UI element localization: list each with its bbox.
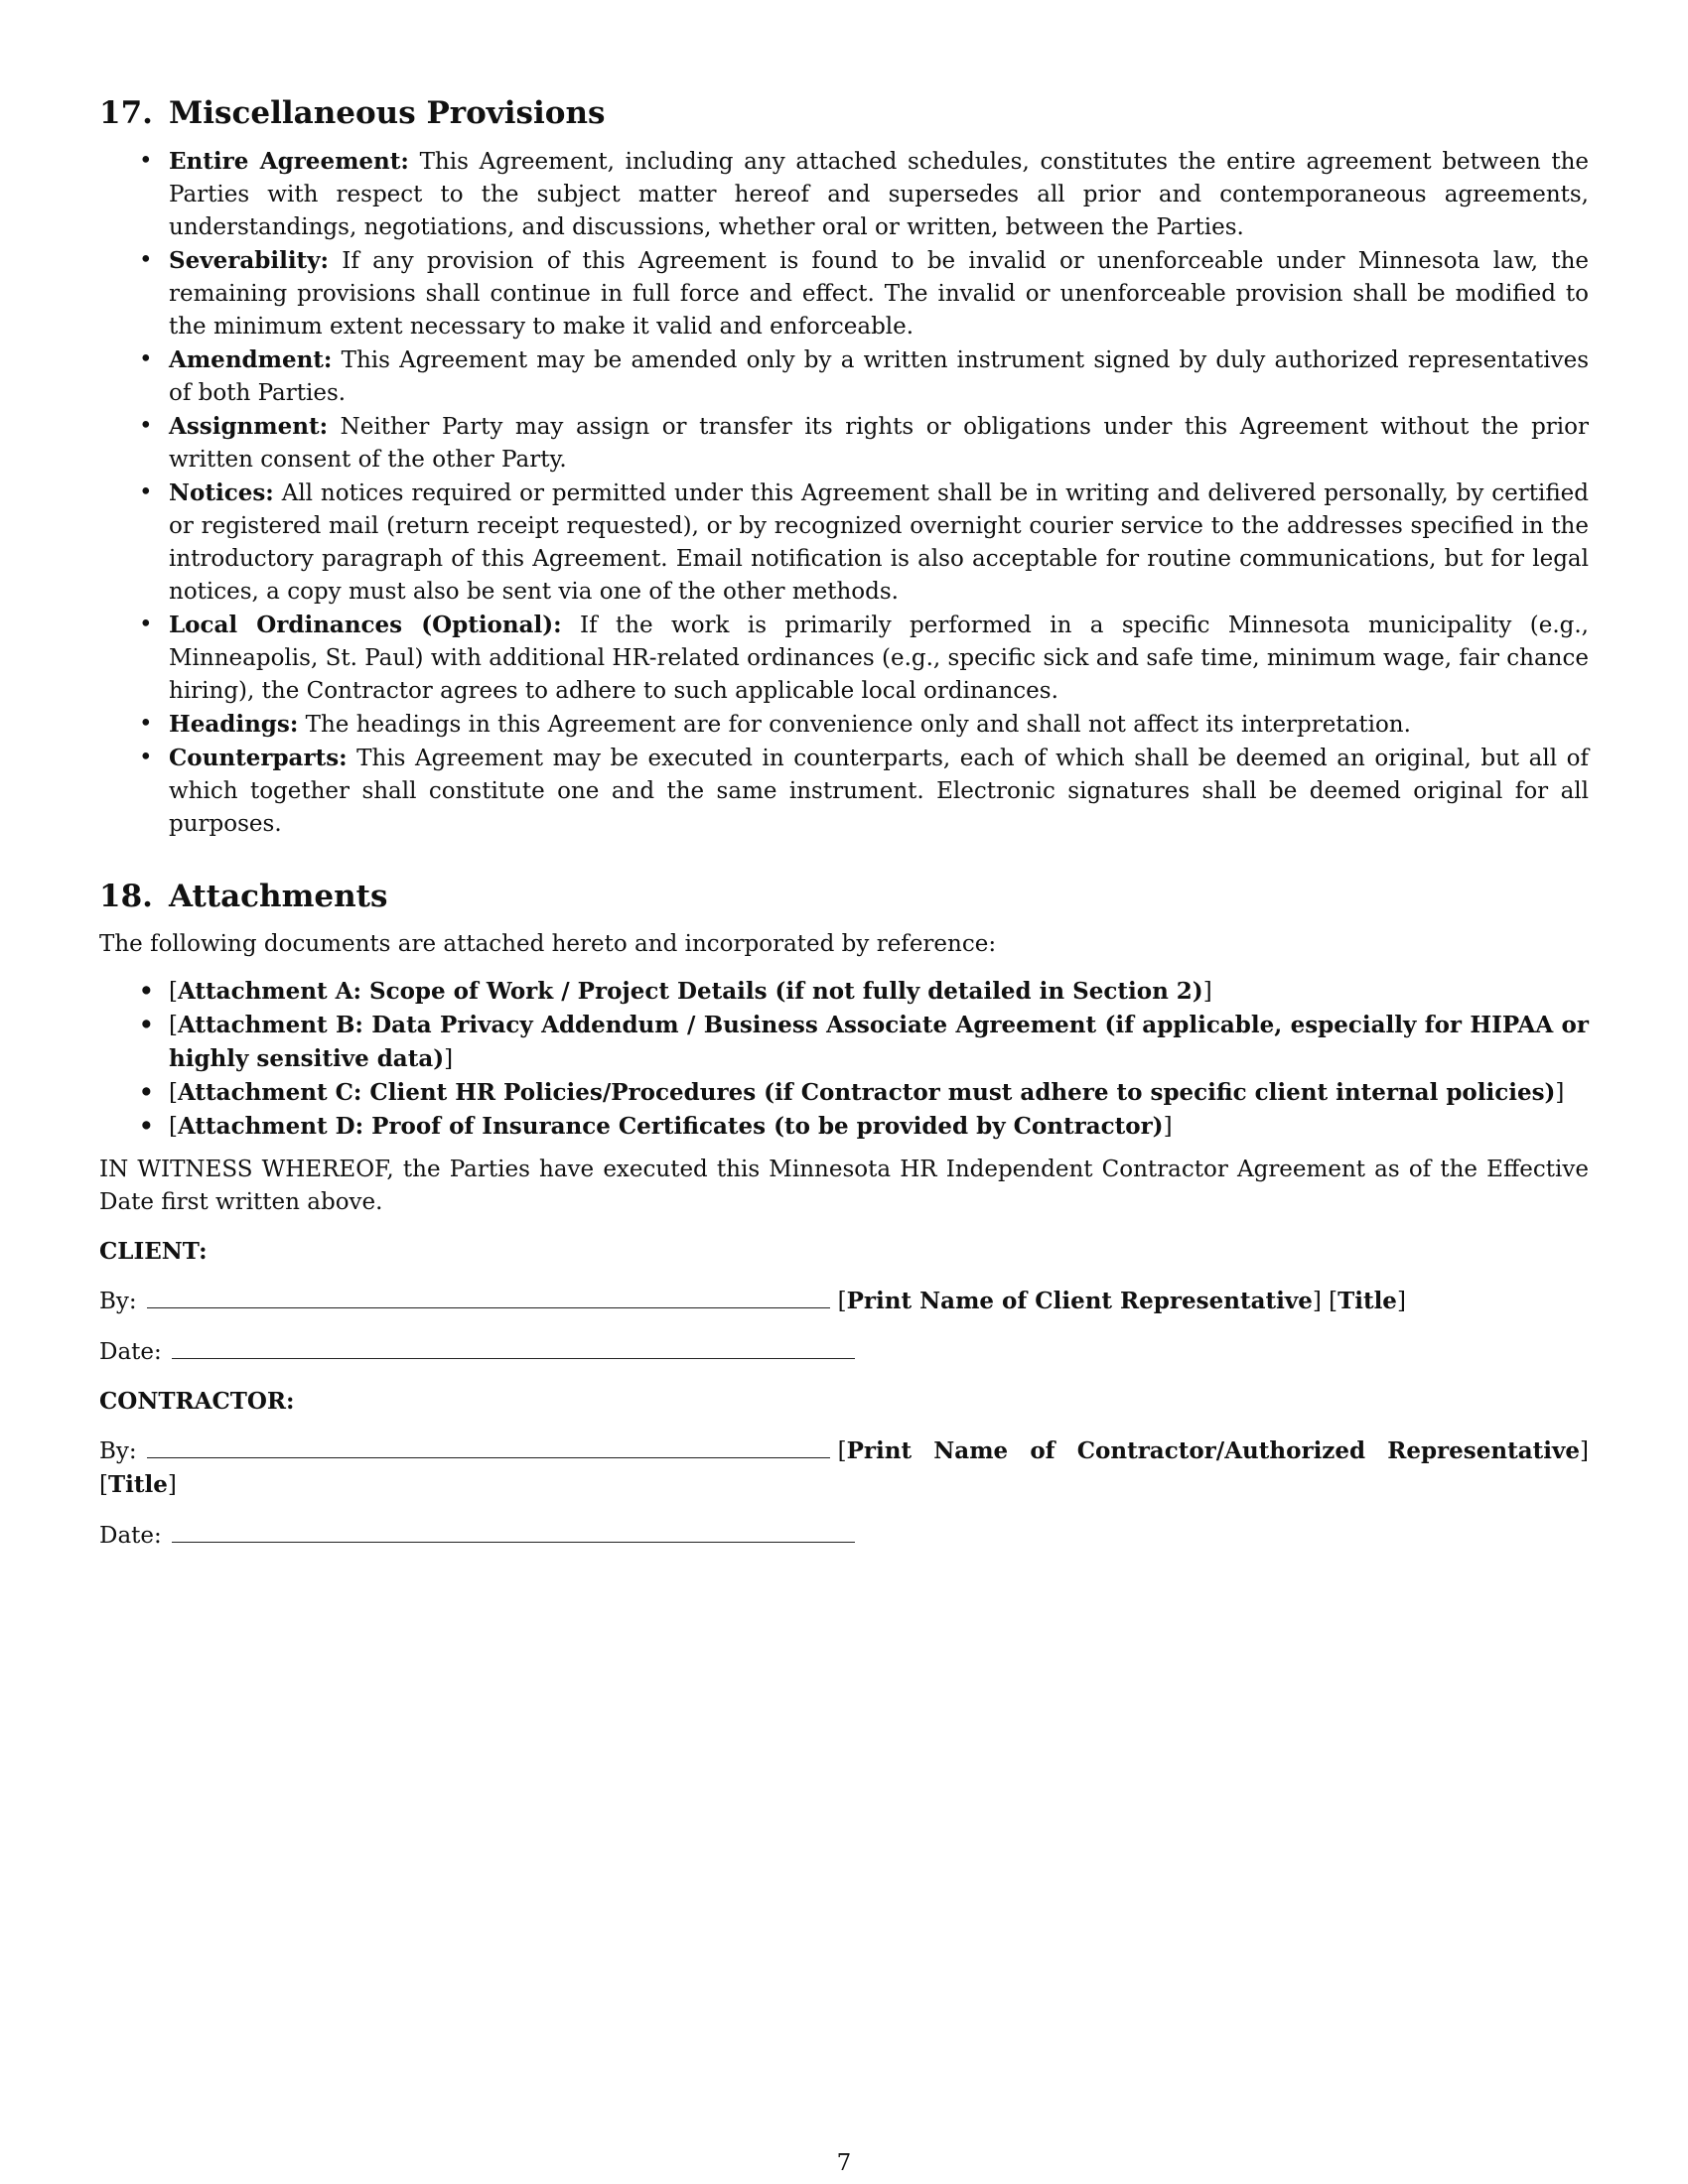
list-item: • [Attachment B: Data Privacy Addendum / Business Associate Agreement (if applicable, especially for HIPAA or highly sensitive data)] bbox=[99, 1009, 1589, 1076]
list-item bbox=[99, 708, 1589, 742]
attachments-intro: The following documents are attached hereto and incorporated by reference: bbox=[99, 931, 997, 957]
list-item: • [Attachment D: Proof of Insurance Certificates (to be provided by Contractor)] bbox=[99, 1110, 1589, 1144]
client-signature-row bbox=[99, 1284, 1589, 1318]
client-print-name: [Print Name of Client Representative] [Title] bbox=[837, 1288, 1406, 1314]
bullet-icon: • bbox=[139, 978, 154, 1005]
list-item: • [Attachment C: Client HR Policies/Procedures (if Contractor must adhere to specific client internal policies)] bbox=[99, 1076, 1589, 1110]
list-item bbox=[99, 410, 1589, 477]
section-number: 18. bbox=[99, 879, 153, 914]
provision-term: Local Ordinances (Optional): bbox=[169, 612, 562, 638]
misc-provisions-list bbox=[99, 145, 1589, 841]
provision-text: This Agreement may be amended only by a written instrument signed by duly authorized representatives of both Parties. bbox=[169, 347, 1589, 406]
bullet-icon: • bbox=[139, 1012, 154, 1038]
client-date-row bbox=[99, 1334, 1589, 1369]
bullet-icon: • bbox=[139, 148, 153, 174]
list-item bbox=[99, 244, 1589, 343]
contractor-signature-row bbox=[99, 1433, 1589, 1502]
bullet-icon: • bbox=[139, 1079, 154, 1106]
list-item bbox=[99, 477, 1589, 609]
attachment-label: Attachment A: Scope of Work / Project Details (if not fully detailed in Section 2) bbox=[177, 978, 1203, 1005]
date-label: Date: bbox=[99, 1339, 162, 1365]
provision-text: This Agreement may be executed in counterparts, each of which shall be deemed an original, but all of which together shall constitute one and the same instrument. Electronic signatures shall be deemed original for all purposes. bbox=[169, 746, 1589, 837]
attachment-label: Attachment B: Data Privacy Addendum / Business Associate Agreement (if applicable, especially for HIPAA or highly sensitive data) bbox=[169, 1012, 1589, 1072]
bullet-icon: • bbox=[139, 346, 153, 372]
provision-term: Amendment: bbox=[169, 346, 333, 373]
section-18-heading bbox=[99, 875, 1589, 918]
provision-text: All notices required or permitted under this Agreement shall be in writing and delivered personally, by certified or registered mail (return receipt requested), or by recognized overnight courier service to the addresses specified in the introductory paragraph of this Agreement. Email notification is also acceptable for routine communications, but for legal notices, a copy must also be sent via one of the other methods. bbox=[169, 480, 1589, 605]
section-17-heading bbox=[99, 91, 1589, 135]
contractor-label: CONTRACTOR: bbox=[99, 1388, 295, 1415]
list-item: • [Attachment A: Scope of Work / Project Details (if not fully detailed in Section 2)] bbox=[99, 975, 1589, 1009]
witness-clause: IN WITNESS WHEREOF, the Parties have executed this Minnesota HR Independent Contractor Agreement as of the Effective Date first written above. bbox=[99, 1157, 1589, 1215]
bullet-icon: • bbox=[139, 413, 153, 439]
by-label: By: bbox=[99, 1289, 137, 1314]
section-title: Attachments bbox=[168, 879, 388, 914]
contractor-print-name: [Print Name of Contractor/Authorized Representative] [Title] bbox=[99, 1437, 1589, 1498]
provision-text: Neither Party may assign or transfer its rights or obligations under this Agreement without the prior written consent of the other Party. bbox=[169, 414, 1589, 473]
document-page bbox=[99, 91, 1589, 1553]
client-label: CLIENT: bbox=[99, 1238, 208, 1265]
bullet-icon: • bbox=[139, 247, 153, 273]
provision-term: Entire Agreement: bbox=[169, 148, 409, 175]
provision-text: The headings in this Agreement are for convenience only and shall not affect its interpretation. bbox=[298, 712, 1411, 738]
attachments-list bbox=[99, 975, 1589, 1144]
date-label: Date: bbox=[99, 1523, 162, 1549]
bullet-icon: • bbox=[139, 711, 153, 737]
contractor-date-line[interactable] bbox=[172, 1518, 855, 1543]
provision-text: If the work is primarily performed in a specific Minnesota municipality (e.g., Minneapolis, St. Paul) with additional HR-related ordinances (e.g., specific sick and safe time, minimum wage, fair chance hiring), the Contractor agrees to adhere to such applicable local ordinances. bbox=[169, 613, 1589, 704]
list-item bbox=[99, 145, 1589, 244]
provision-term: Counterparts: bbox=[169, 745, 348, 771]
section-title: Miscellaneous Provisions bbox=[168, 95, 606, 131]
attachment-label: Attachment C: Client HR Policies/Procedures (if Contractor must adhere to specific client internal policies) bbox=[177, 1079, 1556, 1106]
provision-term: Notices: bbox=[169, 479, 274, 506]
bullet-icon: • bbox=[139, 479, 153, 505]
section-number: 17. bbox=[99, 95, 153, 131]
contractor-date-row bbox=[99, 1518, 1589, 1553]
bullet-icon: • bbox=[139, 612, 153, 637]
bullet-icon: • bbox=[139, 745, 153, 770]
list-item bbox=[99, 742, 1589, 841]
list-item bbox=[99, 343, 1589, 410]
by-label: By: bbox=[99, 1438, 137, 1464]
provision-term: Severability: bbox=[169, 247, 330, 274]
contractor-signature-line[interactable] bbox=[147, 1433, 830, 1458]
provision-term: Assignment: bbox=[169, 413, 329, 440]
attachment-label: Attachment D: Proof of Insurance Certificates (to be provided by Contractor) bbox=[177, 1113, 1164, 1140]
list-item bbox=[99, 609, 1589, 708]
client-signature-line[interactable] bbox=[147, 1284, 830, 1308]
provision-term: Headings: bbox=[169, 711, 299, 738]
provision-text: If any provision of this Agreement is found to be invalid or unenforceable under Minnesota law, the remaining provisions shall continue in full force and effect. The invalid or unenforceable provision shall be modified to the minimum extent necessary to make it valid and enforceable. bbox=[169, 248, 1589, 340]
bullet-icon: • bbox=[139, 1113, 154, 1140]
client-date-line[interactable] bbox=[172, 1334, 855, 1359]
page-number: 7 bbox=[836, 2150, 852, 2176]
provision-text: This Agreement, including any attached schedules, constitutes the entire agreement between the Parties with respect to the subject matter hereof and supersedes all prior and contemporaneous agreements, understandings, negotiations, and discussions, whether oral or written, between the Parties. bbox=[169, 149, 1589, 240]
